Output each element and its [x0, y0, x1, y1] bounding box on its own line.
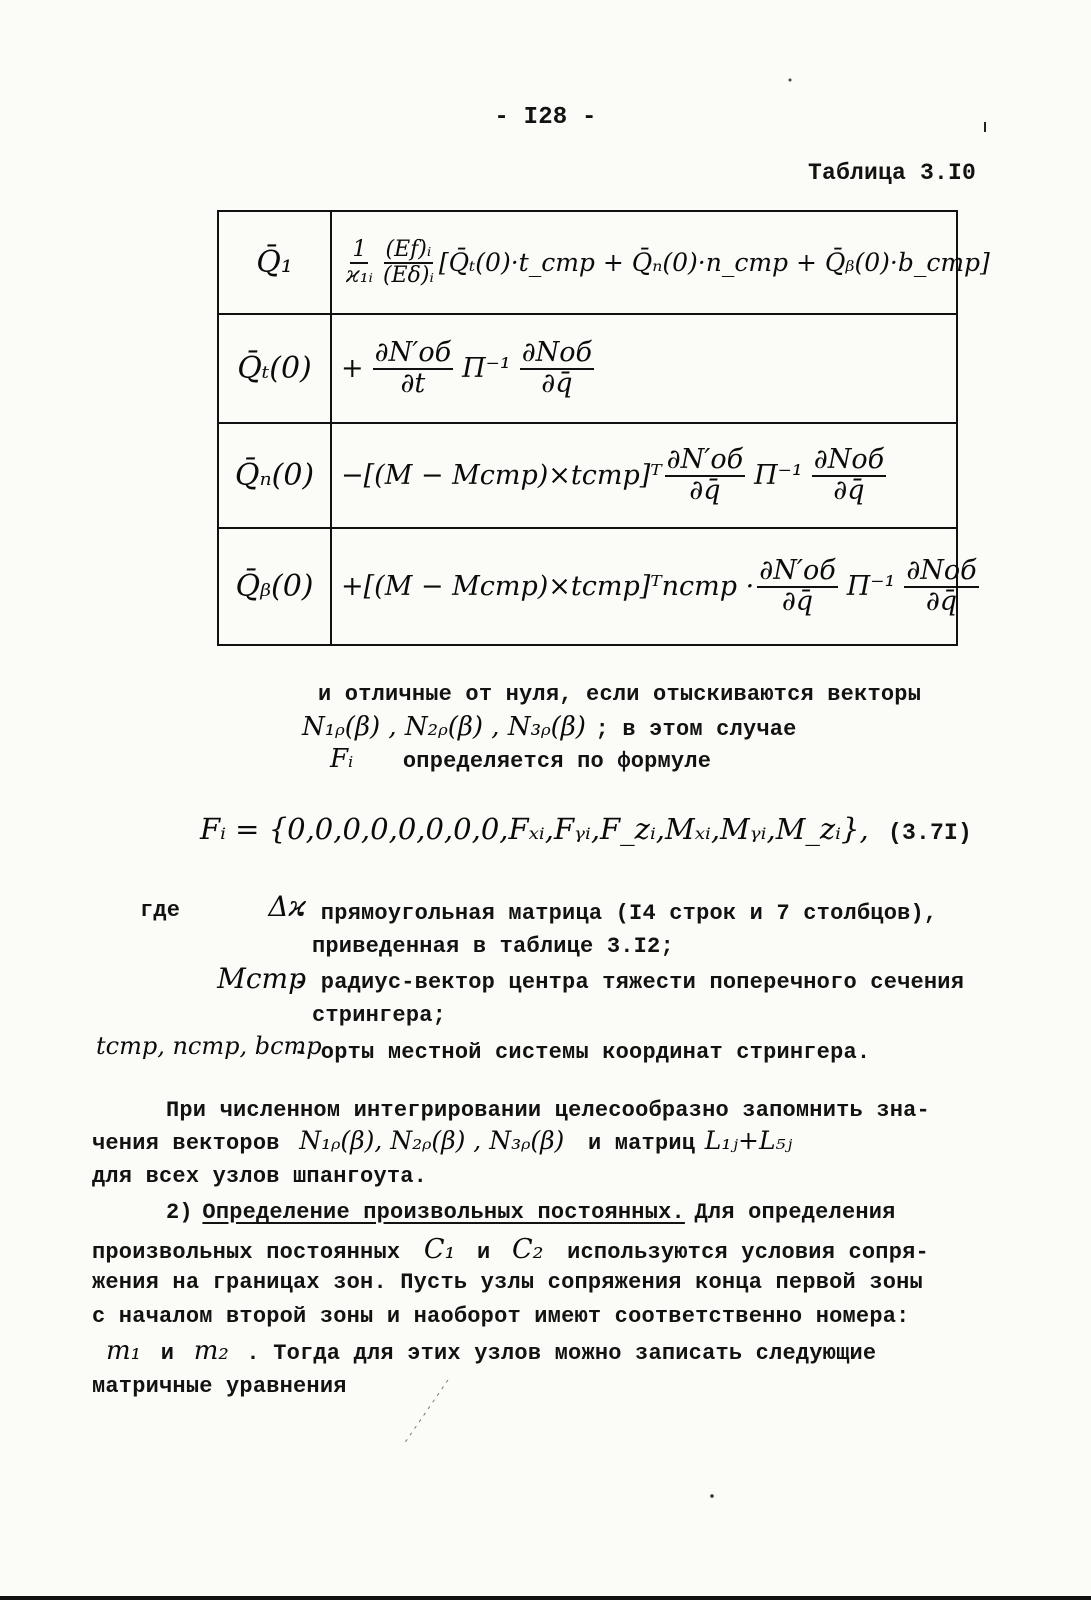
row-symbol: Q̄ₙ(0)	[234, 458, 315, 493]
page-number: - I28 -	[494, 104, 597, 131]
fraction: $\frac{1}{\text{ϰ₁ᵢ}}$	[346, 237, 373, 288]
definition-line: - прямоугольная матрица (I4 строк и 7 столбцов),	[294, 901, 938, 926]
paragraph-line: и отличные от нуля, если отыскиваются векторы	[318, 682, 922, 707]
text-run: используются условия сопря-	[567, 1240, 929, 1265]
paragraph-line: с началом второй зоны и наоборот имеют соответственно номера:	[92, 1304, 910, 1329]
constant-symbol: C₁	[423, 1234, 456, 1265]
row-formula: +[(M − Mстр)×tстр]ᵀnстр · $\frac{\partial N'об}{\partial q̄}$ Π⁻¹ $\frac{\text{∂Nоб}}{\partial q̄}$	[341, 555, 977, 617]
matrix-symbol: L₁ⱼ+L₅ⱼ	[704, 1126, 793, 1155]
definition-line: - орты местной системы координат стрингера.	[294, 1040, 871, 1065]
equation-formula: Fᵢ = {0,0,0,0,0,0,0,0,Fₓᵢ,Fᵧᵢ,F_zᵢ,Mₓᵢ,Mᵧᵢ,M_zᵢ},	[200, 812, 869, 846]
definition-line: приведенная в таблице 3.I2;	[312, 934, 674, 959]
paragraph-line: жения на границах зон. Пусть узлы сопряжения конца первой зоны	[92, 1270, 923, 1295]
text-run: и	[160, 1341, 175, 1366]
row-symbol: Q̄ₜ(0)	[237, 351, 312, 386]
text-run: чения векторов	[92, 1131, 280, 1156]
fraction: $\frac{\partial N'об}{\partial q̄}$	[666, 444, 744, 506]
vector-symbols: N₁ᵨ(β), N₂ᵨ(β) , N₃ᵨ(β)	[299, 1126, 565, 1155]
fraction: $\frac{\text{∂Nоб}}{\partial q̄}$	[813, 444, 885, 506]
definition-line: - радиус-вектор центра тяжести поперечного сечения	[294, 970, 965, 995]
fraction: $\frac{\partial N'об}{\partial q̄}$	[759, 555, 836, 617]
row-formula: −[(M − Mстр)×tстр]ᵀ $\frac{\partial N'об}{\partial q̄}$ Π⁻¹ $\frac{\text{∂Nоб}}{\partial q̄}$	[341, 444, 885, 506]
equation-number: (3.7I)	[888, 820, 973, 846]
scan-bottom-edge	[0, 1596, 1091, 1600]
row-formula: + $\frac{\partial N'об}{\partial t}$ Π⁻¹ $\frac{\text{∂Nоб}}{\partial q̄}$	[341, 337, 593, 399]
formula-symbol: Fᵢ	[330, 744, 354, 774]
table-caption: Таблица 3.I0	[808, 160, 977, 186]
text-run: ; в этом случае	[595, 717, 797, 742]
text-run: определяется по формуле	[402, 749, 712, 774]
constant-symbol: C₂	[511, 1234, 544, 1265]
fraction: $\frac{\partial N'об}{\partial t}$	[374, 337, 452, 399]
row-symbol: Q̄ᵦ(0)	[235, 569, 314, 604]
row-formula: $\frac{1}{\text{ϰ₁ᵢ}}$ $\frac{\text{(Ef)ᵢ}}{\text{(Eδ)ᵢ}}$ [Q̄ₜ(0)·t_стр + Q̄ₙ(0)·n_стр + Q̄ᵦ(0)·b_стр]	[346, 237, 990, 288]
section-heading: Определение произвольных постоянных.	[202, 1200, 685, 1225]
node-symbol: m₁	[106, 1336, 142, 1366]
dust-speck	[789, 79, 792, 82]
fraction: $\frac{\text{∂Nоб}}{\partial q̄}$	[521, 337, 593, 399]
fraction: $\frac{\text{(Ef)ᵢ}}{\text{(Eδ)ᵢ}}$	[382, 237, 434, 288]
pencil-mark	[404, 1380, 448, 1444]
dust-speck	[710, 1494, 714, 1498]
text-run: Для определения	[694, 1200, 896, 1225]
where-label: где	[140, 898, 181, 923]
definition-symbol: Δϰ	[268, 890, 306, 923]
paragraph-line: При численном интегрировании целесообразно запомнить зна-	[166, 1098, 930, 1123]
text-run: и матриц	[587, 1131, 696, 1156]
fraction: $\frac{\text{∂Nоб}}{\partial q̄}$	[906, 555, 977, 617]
node-symbol: m₂	[193, 1336, 229, 1366]
paragraph-line: для всех узлов шпангоута.	[92, 1164, 428, 1189]
list-number: 2)	[166, 1200, 193, 1225]
definition-symbol: tстр, nстр, bстр	[96, 1032, 322, 1060]
text-run: произвольных постоянных	[92, 1240, 401, 1265]
row-symbol: Q̄₁	[256, 245, 293, 280]
text-run: . Тогда для этих узлов можно записать следующие	[246, 1341, 877, 1366]
definition-line: стрингера;	[312, 1003, 447, 1028]
definition-symbol: Mстр	[217, 962, 306, 995]
paragraph-line: матричные уравнения	[92, 1374, 347, 1399]
text-run: и	[476, 1240, 491, 1265]
vector-symbols: N₁ᵨ(β) , N₂ᵨ(β) , N₃ᵨ(β)	[302, 712, 586, 742]
